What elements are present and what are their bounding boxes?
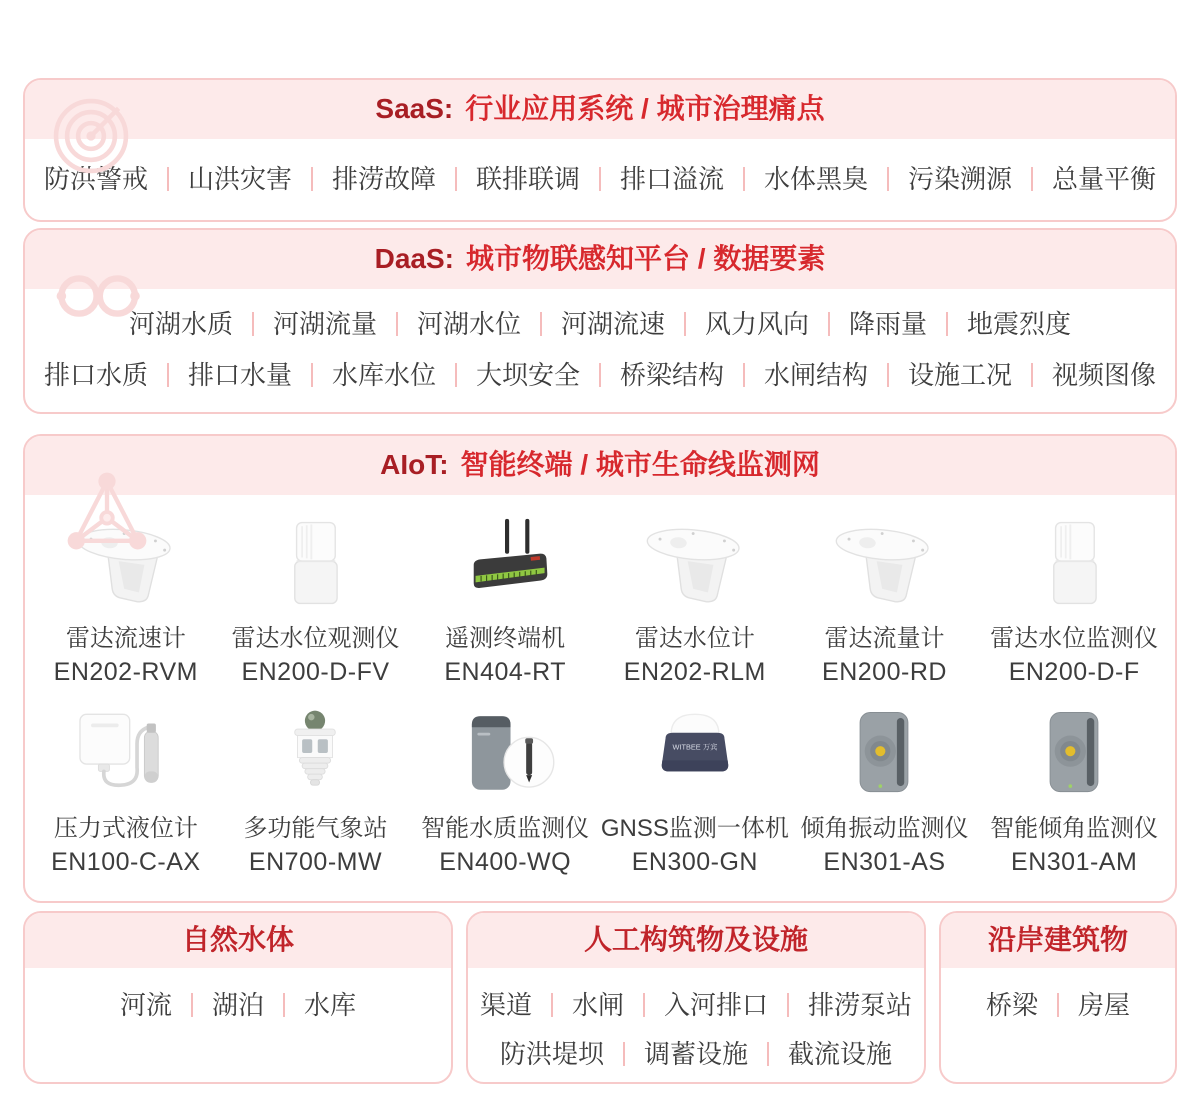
bottom-item: 渠道 (479, 990, 532, 1020)
bottom-item: 湖泊 (172, 985, 264, 1022)
daas-header-band (25, 230, 1175, 289)
pressure-level-sensor-icon (31, 707, 221, 799)
product-card (790, 517, 980, 687)
riverside-buildings-title: 沿岸建筑物 (987, 924, 1128, 955)
manmade-structures-header-band (468, 913, 924, 968)
saas-body (25, 139, 1175, 220)
product-model: EN100-C-AX (51, 848, 201, 876)
saas-item: 防洪警戒 (43, 164, 148, 194)
product-name: 多功能气象站 (243, 815, 388, 842)
product-name: 智能水质监测仪 (421, 815, 590, 842)
daas-title-text: 城市物联感知平台 / 数据要素 (466, 243, 826, 274)
daas-item: 排口水质 (43, 360, 148, 390)
daas-items-row-1 (25, 304, 1175, 341)
natural-water-items (25, 985, 451, 1022)
bottom-item: 房屋 (1038, 985, 1130, 1022)
product-model: EN301-AM (1011, 848, 1138, 876)
manmade-structures-title: 人工构筑物及设施 (583, 924, 808, 955)
daas-item: 桥梁结构 (580, 355, 724, 392)
riverside-buildings-panel (939, 911, 1177, 1084)
product-name: 雷达水位观测仪 (231, 625, 400, 652)
riverside-buildings-header-band (941, 913, 1175, 968)
natural-water-body (25, 968, 451, 1022)
product-name: 压力式液位计 (53, 815, 198, 842)
daas-item: 河湖水质 (128, 309, 233, 339)
daas-item: 排口水量 (148, 355, 292, 392)
product-card (221, 517, 411, 687)
bottom-item: 截流设施 (748, 1034, 892, 1071)
product-name: 智能倾角监测仪 (990, 815, 1159, 842)
saas-items-row (25, 159, 1175, 196)
product-model: EN202-RLM (623, 658, 766, 686)
product-card (221, 707, 411, 877)
product-name: 雷达水位监测仪 (990, 625, 1159, 652)
bottom-item: 桥梁 (985, 990, 1038, 1020)
saas-item: 山洪灾害 (148, 159, 292, 196)
saas-header-band (25, 80, 1175, 139)
riverside-buildings-items (941, 985, 1175, 1022)
daas-item: 设施工况 (868, 355, 1012, 392)
aiot-panel (23, 434, 1177, 903)
tilt-sensor-icon (979, 707, 1169, 799)
saas-title-text: 行业应用系统 / 城市治理痛点 (465, 93, 825, 124)
aiot-header-band (25, 436, 1175, 495)
bottom-item: 入河排口 (624, 985, 768, 1022)
bottom-item: 水库 (264, 985, 356, 1022)
product-name: 雷达水位计 (634, 625, 755, 652)
product-model: EN404-RT (444, 658, 566, 686)
saas-item: 排口溢流 (580, 159, 724, 196)
bottom-item: 防洪堤坝 (499, 1039, 604, 1069)
saas-item: 联排联调 (436, 159, 580, 196)
product-model: EN202-RVM (53, 658, 199, 686)
product-card (600, 707, 790, 877)
daas-item: 地震烈度 (927, 304, 1071, 341)
product-model: EN400-WQ (439, 848, 572, 876)
product-model: EN200-D-F (1008, 658, 1140, 686)
saas-item: 排涝故障 (292, 159, 436, 196)
product-model: EN200-RD (822, 658, 947, 686)
saas-panel (23, 78, 1177, 222)
aiot-title-text: 智能终端 / 城市生命线监测网 (460, 449, 820, 480)
product-model: EN700-MW (248, 848, 383, 876)
tilt-vibration-sensor-icon (790, 707, 980, 799)
bottom-row (23, 911, 1177, 1084)
daas-item: 水库水位 (292, 355, 436, 392)
daas-body (25, 289, 1175, 412)
natural-water-header-band (25, 913, 451, 968)
product-name: 雷达流速计 (65, 625, 186, 652)
daas-item: 河湖流速 (521, 304, 665, 341)
radar-sensor-icon (31, 517, 221, 609)
product-card (979, 707, 1169, 877)
product-model: EN300-GN (631, 848, 758, 876)
radar-sensor-icon (600, 517, 790, 609)
daas-items-row-2 (25, 355, 1175, 392)
aiot-title (25, 449, 1175, 481)
daas-item: 大坝安全 (436, 355, 580, 392)
manmade-structures-body (468, 968, 924, 1071)
level-observer-box-icon (979, 517, 1169, 609)
product-name: 遥测终端机 (445, 625, 566, 652)
product-card (790, 707, 980, 877)
saas-item: 水体黑臭 (724, 159, 868, 196)
natural-water-title: 自然水体 (181, 924, 294, 955)
aiot-product-grid (25, 495, 1175, 901)
bottom-item: 调蓄设施 (604, 1034, 748, 1071)
daas-title (25, 243, 1175, 275)
riverside-buildings-body (941, 968, 1175, 1022)
bottom-item: 河流 (119, 990, 172, 1020)
product-card (31, 517, 221, 687)
manmade-structures-items-row-1 (468, 985, 924, 1022)
product-card (600, 517, 790, 687)
product-name: GNSS监测一体机 (600, 815, 789, 842)
product-card (410, 707, 600, 877)
radar-sensor-icon (790, 517, 980, 609)
natural-water-panel (23, 911, 453, 1084)
level-observer-box-icon (221, 517, 411, 609)
daas-item: 风力风向 (665, 304, 809, 341)
daas-item: 河湖水位 (377, 304, 521, 341)
product-model: EN301-AS (823, 848, 946, 876)
daas-item: 水闸结构 (724, 355, 868, 392)
daas-item: 河湖流量 (233, 304, 377, 341)
manmade-structures-panel (466, 911, 926, 1084)
bottom-item: 排涝泵站 (768, 985, 912, 1022)
manmade-structures-items-row-2 (468, 1034, 924, 1071)
telemetry-router-icon (410, 517, 600, 609)
product-card (979, 517, 1169, 687)
saas-item: 总量平衡 (1012, 159, 1156, 196)
daas-item: 降雨量 (809, 304, 927, 341)
daas-panel (23, 228, 1177, 414)
daas-item: 视频图像 (1012, 355, 1156, 392)
aiot-prefix: AIoT: (380, 449, 449, 480)
gnss-monitor-unit-icon (600, 707, 790, 799)
product-model: EN200-D-FV (241, 658, 390, 686)
saas-prefix: SaaS: (375, 93, 454, 124)
water-quality-monitor-icon (410, 707, 600, 799)
product-name: 雷达流量计 (824, 625, 945, 652)
saas-title (25, 93, 1175, 125)
product-card (410, 517, 600, 687)
saas-item: 污染溯源 (868, 159, 1012, 196)
weather-station-icon (221, 707, 411, 799)
product-name: 倾角振动监测仪 (800, 815, 969, 842)
daas-prefix: DaaS: (374, 243, 455, 274)
product-card (31, 707, 221, 877)
bottom-item: 水闸 (532, 985, 624, 1022)
